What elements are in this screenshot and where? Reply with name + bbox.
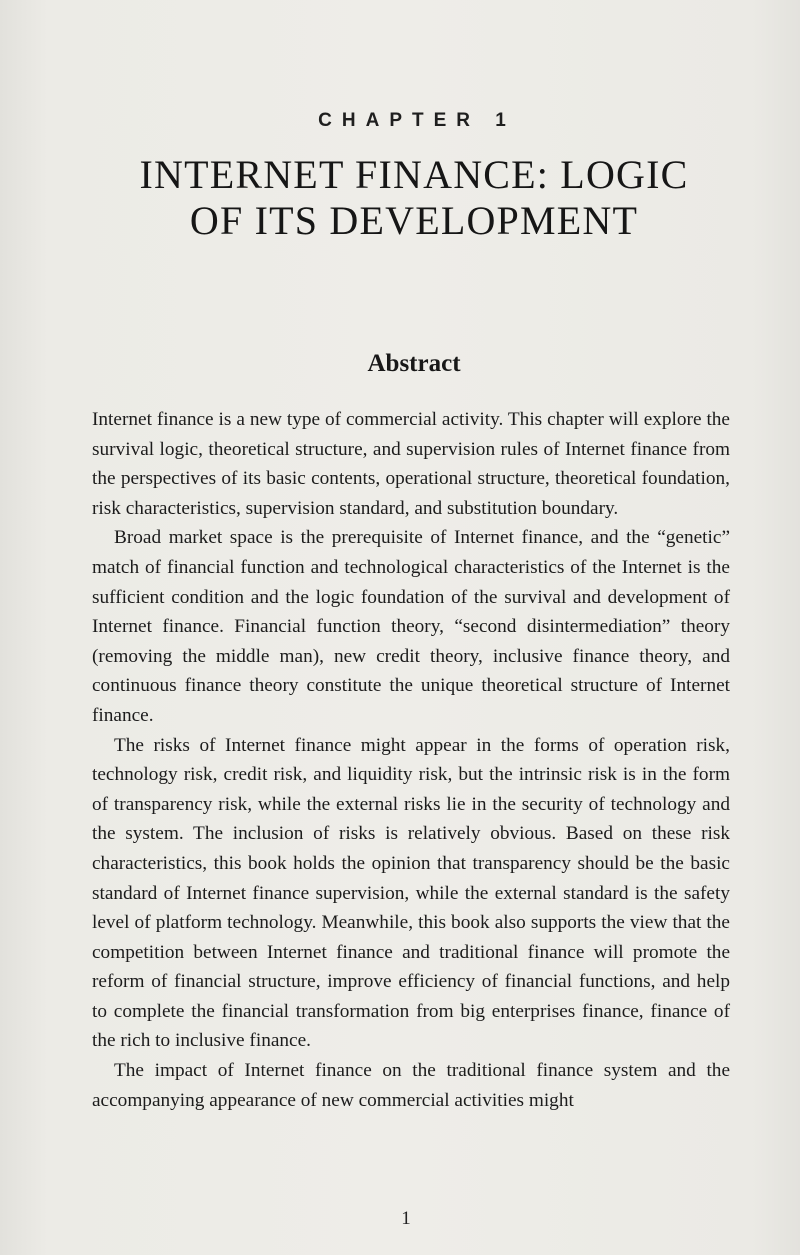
abstract-body: [92, 405, 730, 1115]
abstract-heading: Abstract: [367, 350, 461, 377]
chapter-title-line-2: OF ITS DEVELOPMENT: [189, 198, 639, 243]
chapter-label: CHAPTER 1: [318, 110, 516, 131]
chapter-title-line-1: INTERNET FINANCE: LOGIC: [139, 152, 689, 197]
abstract-paragraph-3: The risks of Internet finance might appear in the forms of operation risk, technology risk, credit risk, and liquidity risk, but the intrinsic risk is in the form of transparency risk, while the external risks lie in the security of technology and the system. The inclusion of risks is relatively obvious. Based on these risk characteristics, this book holds the opinion that transparency should be the basic standard of Internet finance supervision, while the external standard is the safety level of platform technology. Meanwhile, this book also supports the view that the competition between Internet finance and traditional finance will promote the reform of financial structure, improve efficiency of financial functions, and help to complete the financial transformation from big enterprises finance, finance of the rich to inclusive finance.: [92, 734, 730, 1052]
abstract-paragraph-1: Internet finance is a new type of commercial activity. This chapter will explore the survival logic, theoretical structure, and supervision rules of Internet finance from the perspectives of its basic contents, operational structure, theoretical foundation, risk characteristics, supervision standard, and substitution boundary.: [92, 409, 730, 519]
abstract-paragraph-4: The impact of Internet finance on the traditional finance system and the accompanying appearance of new commercial activities might: [92, 1060, 730, 1111]
abstract-paragraph-2: Broad market space is the prerequisite of Internet finance, and the “genetic” match of financial function and technological characteristics of the Internet is the sufficient condition and the logic foundation of the survival and development of Internet finance. Financial function theory, “second disintermediation” theory (removing the middle man), new credit theory, inclusive finance theory, and continuous finance theory constitute the unique theoretical structure of Internet finance.: [92, 527, 730, 726]
page-number: 1: [401, 1208, 411, 1229]
chapter-title: [0, 152, 800, 244]
